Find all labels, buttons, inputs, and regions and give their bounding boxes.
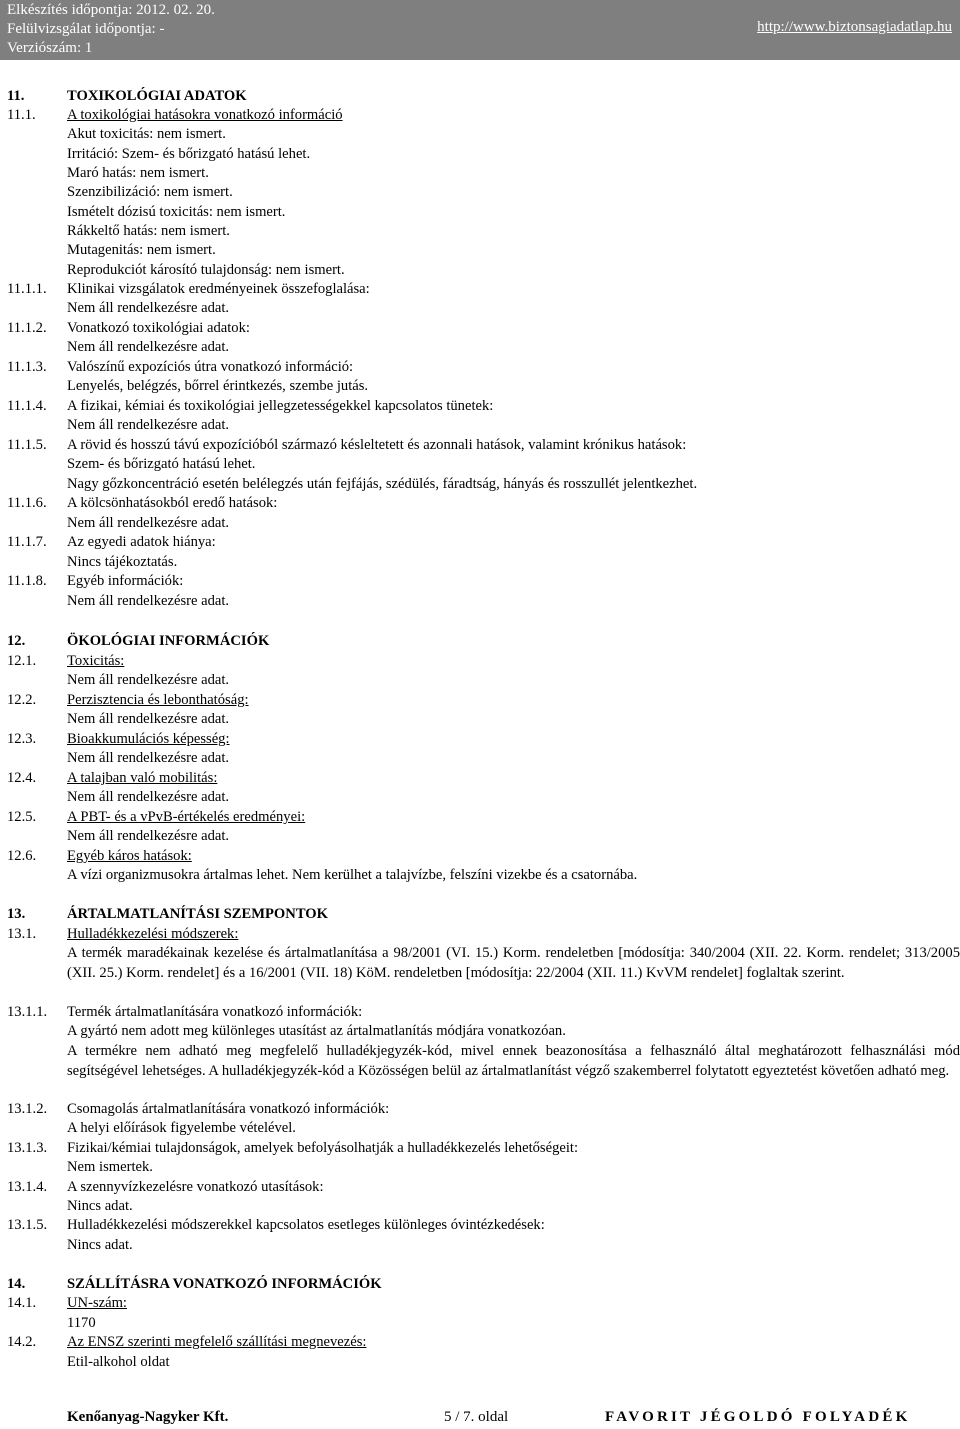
website-link[interactable]: http://www.biztonsagiadatlap.hu — [757, 19, 952, 35]
version-number: Verziószám: 1 — [7, 40, 93, 56]
page-header — [0, 0, 960, 60]
product-name: FAVORIT JÉGOLDÓ FOLYADÉK — [605, 1409, 911, 1425]
waste-regulation-paragraph: A termék maradékainak kezelése és ártalmatlanítása a 98/2001 (VI. 15.) Korm. rendeletben [módosítja: 340/2004 (XII. 22. Korm. rendelet; 313/2005 (XII. 25.) Korm. rendelet] és a 16/2001 (VII. 18) KöM. rendeletben [módosítja: 22/2004 (XII. 11.) KvVM rendelet] foglaltak szerint. — [67, 945, 960, 981]
header-info — [7, 1, 215, 58]
prepared-date: Elkészítés időpontja: 2012. 02. 20. — [7, 2, 215, 18]
page-footer — [0, 1409, 960, 1429]
waste-code-paragraph: A termékre nem adható meg megfelelő hulladékjegyzék-kód, mivel ennek beazonosítása a felhasználó által meghatározott felhasználási mód segítségével lehetséges. A hulladékjegyzék-kód a Közösségen belül az ártalmatlanítást végző szakemberrel folytatott egyeztetést követően adható meg. — [67, 1043, 960, 1079]
revision-date: Felülvizsgálat időpontja: - — [7, 21, 165, 37]
company-name: Kenőanyag-Nagyker Kft. — [67, 1409, 229, 1425]
page-number: 5 / 7. oldal — [444, 1409, 509, 1425]
